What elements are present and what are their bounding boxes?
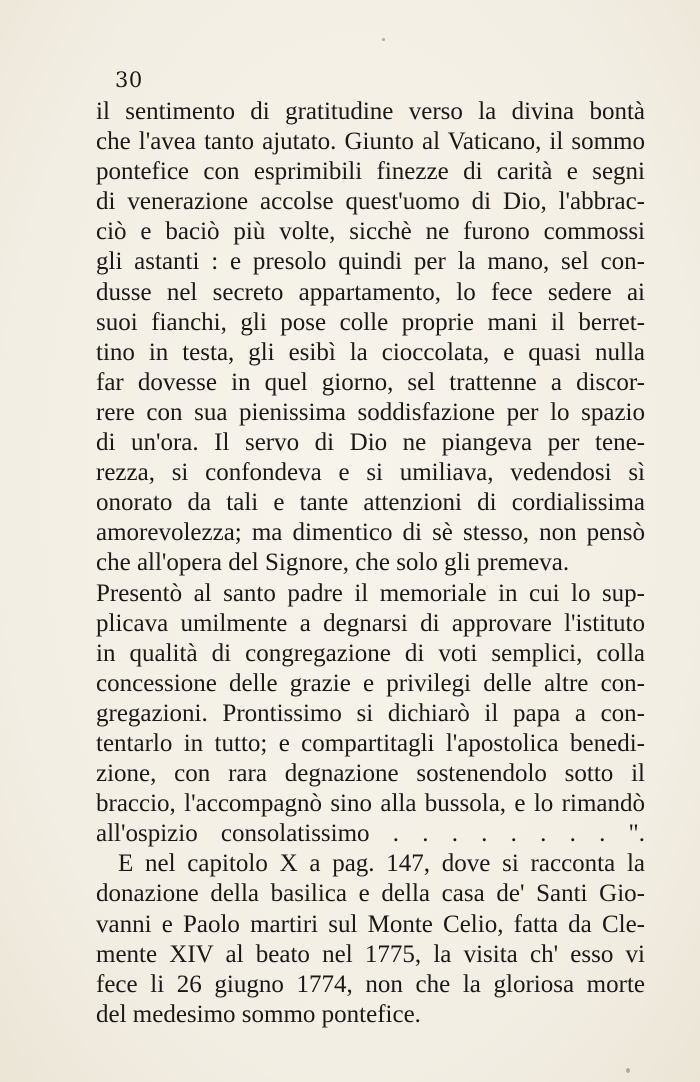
text-line: fece li 26 giugno 1774, non che la gloriosa morte	[96, 970, 645, 998]
text-line: dusse nel secreto appartamento, lo fece sedere ai	[96, 278, 645, 306]
text-line: onorato da tali e tante attenzioni di cordialissima	[96, 489, 645, 517]
text-line: mente XIV al beato nel 1775, la visita ch' esso vi	[96, 940, 645, 968]
text-line: zione, con rara degnazione sostenendolo sotto il	[96, 760, 645, 788]
text-line: pontefice con esprimibili finezze di carità e segni	[96, 158, 645, 186]
text-line: del medesimo sommo pontefice.	[96, 1000, 421, 1028]
text-line: ciò e baciò più volte, sicchè ne furono commossi	[96, 218, 645, 246]
text-line: braccio, l'accompagnò sino alla bussola, e lo rimandò	[96, 790, 645, 818]
text-line: gregazioni. Prontissimo si dichiarò il papa a con-	[96, 699, 645, 727]
text-line: gli astanti : e presolo quindi per la mano, sel con-	[96, 248, 645, 276]
text-line: di un'ora. Il servo di Dio ne piangeva per tene-	[96, 429, 645, 457]
text-line: tino in testa, gli esibì la cioccolata, e quasi nulla	[96, 338, 645, 366]
text-line: far dovesse in quel giorno, sel trattenne a discor-	[96, 368, 645, 396]
paper-speck	[382, 38, 385, 41]
text-line: plicava umilmente a degnarsi di approvare l'istituto	[96, 609, 645, 637]
text-line: E nel capitolo X a pag. 147, dove si racconta la	[118, 850, 645, 878]
page-number: 30	[115, 68, 143, 92]
body-text	[96, 97, 645, 1030]
text-line: rere con sua pienissima soddisfazione per lo spazio	[96, 398, 645, 426]
text-line: all'ospizio consolatissimo . . . . . . . . ".	[96, 820, 645, 848]
paper-speck	[626, 1068, 630, 1073]
text-line: che l'avea tanto ajutato. Giunto al Vaticano, il sommo	[96, 128, 645, 156]
text-line: di venerazione accolse quest'uomo di Dio, l'abbrac-	[96, 188, 645, 216]
text-line: tentarlo in tutto; e compartitagli l'apostolica benedi-	[96, 729, 645, 757]
text-line: che all'opera del Signore, che solo gli premeva.	[96, 549, 570, 577]
text-line: vanni e Paolo martiri sul Monte Celio, fatta da Cle-	[96, 910, 645, 938]
text-line: donazione della basilica e della casa de' Santi Gio-	[96, 880, 645, 908]
text-line: in qualità di congregazione di voti semplici, colla	[96, 639, 645, 667]
text-line: Presentò al santo padre il memoriale in cui lo sup-	[96, 579, 645, 607]
text-line: suoi fianchi, gli pose colle proprie mani il berret-	[96, 308, 645, 336]
text-line: amorevolezza; ma dimentico di sè stesso, non pensò	[96, 519, 645, 547]
text-line: rezza, si confondeva e si umiliava, vedendosi sì	[96, 459, 645, 487]
text-line: il sentimento di gratitudine verso la divina bontà	[96, 98, 645, 125]
text-line: concessione delle grazie e privilegi delle altre con-	[96, 669, 645, 697]
